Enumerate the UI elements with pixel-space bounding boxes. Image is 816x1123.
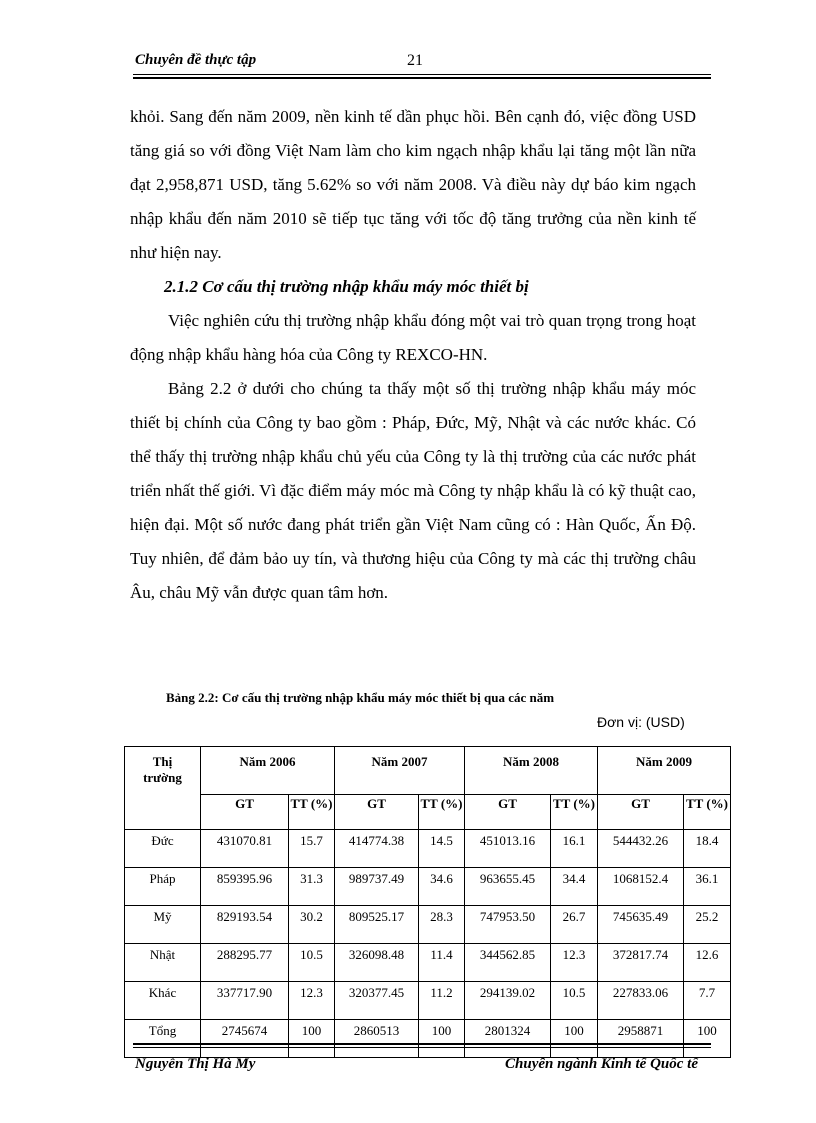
tt-cell: 100 (551, 1020, 598, 1058)
gt-cell: 431070.81 (201, 830, 289, 868)
tt-cell: 100 (419, 1020, 465, 1058)
year-header: Năm 2007 (335, 747, 465, 795)
market-cell: Khác (125, 982, 201, 1020)
page-header (135, 52, 710, 74)
gt-cell: 989737.49 (335, 868, 419, 906)
market-cell: Pháp (125, 868, 201, 906)
gt-cell: 829193.54 (201, 906, 289, 944)
gt-cell: 344562.85 (465, 944, 551, 982)
table-header-row (125, 747, 731, 795)
document-body (130, 100, 696, 610)
market-cell: Mỹ (125, 906, 201, 944)
gt-cell: 544432.26 (598, 830, 684, 868)
tt-cell: 15.7 (289, 830, 335, 868)
tt-cell: 100 (289, 1020, 335, 1058)
tt-cell: 10.5 (289, 944, 335, 982)
tt-cell: 31.3 (289, 868, 335, 906)
gt-cell: 2860513 (335, 1020, 419, 1058)
tt-cell: 7.7 (684, 982, 731, 1020)
gt-cell: 326098.48 (335, 944, 419, 982)
tt-cell: 11.4 (419, 944, 465, 982)
gt-header: GT (201, 795, 289, 830)
gt-cell: 288295.77 (201, 944, 289, 982)
tt-cell: 12.3 (289, 982, 335, 1020)
table-container (124, 746, 732, 1038)
gt-cell: 859395.96 (201, 868, 289, 906)
table-body (125, 830, 731, 1058)
tt-cell: 12.6 (684, 944, 731, 982)
year-header: Năm 2006 (201, 747, 335, 795)
header-rule-thick (133, 77, 711, 79)
market-cell: Nhật (125, 944, 201, 982)
gt-cell: 2801324 (465, 1020, 551, 1058)
footer-major: Chuyên ngành Kinh tế Quốc tế (505, 1056, 698, 1072)
table-subheader-row (125, 795, 731, 830)
gt-cell: 337717.90 (201, 982, 289, 1020)
footer-rule (133, 1047, 711, 1048)
tt-cell: 14.5 (419, 830, 465, 868)
gt-cell: 809525.17 (335, 906, 419, 944)
gt-cell: 747953.50 (465, 906, 551, 944)
table-row (125, 1020, 731, 1058)
tt-cell: 12.3 (551, 944, 598, 982)
market-header: Thị trường (125, 747, 201, 830)
tt-cell: 10.5 (551, 982, 598, 1020)
footer-rule-thick (133, 1043, 711, 1045)
table-caption: Bảng 2.2: Cơ cấu thị trường nhập khẩu máy móc thiết bị qua các năm (166, 690, 555, 705)
gt-header: GT (335, 795, 419, 830)
paragraph-3: Bảng 2.2 ở dưới cho chúng ta thấy một số thị trường nhập khẩu máy móc thiết bị chính của Công ty bao gồm : Pháp, Đức, Mỹ, Nhật và các nước khác. Có thể thấy thị trường nhập khẩu chủ yếu của Công ty là thị trường của các nước phát triển nhất thế giới. Vì đặc điểm máy móc mà Công ty nhập khẩu là có kỹ thuật cao, hiện đại. Một số nước đang phát triển gần Việt Nam cũng có : Hàn Quốc, Ấn Độ. Tuy nhiên, để đảm bảo uy tín, và thương hiệu của Công ty mà các thị trường châu Âu, châu Mỹ vẫn được quan tâm hơn. (130, 379, 696, 602)
gt-cell: 745635.49 (598, 906, 684, 944)
gt-cell: 1068152.4 (598, 868, 684, 906)
table-row (125, 868, 731, 906)
table-row (125, 830, 731, 868)
gt-cell: 294139.02 (465, 982, 551, 1020)
year-header: Năm 2008 (465, 747, 598, 795)
market-cell: Tổng (125, 1020, 201, 1058)
paragraph-1: khỏi. Sang đến năm 2009, nền kinh tế dần phục hồi. Bên cạnh đó, việc đồng USD tăng giá so với đồng Việt Nam làm cho kim ngạch nhập khẩu lại tăng một lần nữa đạt 2,958,871 USD, tăng 5.62% so với năm 2008. Và điều này dự báo kim ngạch nhập khẩu đến năm 2010 sẽ tiếp tục tăng với tốc độ tăng trưởng của nền kinh tế như hiện nay. (130, 107, 696, 262)
tt-header: TT (%) (551, 795, 598, 830)
tt-cell: 18.4 (684, 830, 731, 868)
tt-header: TT (%) (419, 795, 465, 830)
tt-cell: 30.2 (289, 906, 335, 944)
tt-cell: 34.4 (551, 868, 598, 906)
tt-cell: 28.3 (419, 906, 465, 944)
gt-cell: 2958871 (598, 1020, 684, 1058)
gt-cell: 414774.38 (335, 830, 419, 868)
tt-header: TT (%) (684, 795, 731, 830)
table-unit: Đơn vị: (USD) (597, 714, 685, 730)
table-row (125, 944, 731, 982)
year-header: Năm 2009 (598, 747, 731, 795)
gt-cell: 320377.45 (335, 982, 419, 1020)
gt-header: GT (465, 795, 551, 830)
section-heading: 2.1.2 Cơ cấu thị trường nhập khẩu máy móc thiết bị (164, 277, 529, 296)
tt-cell: 26.7 (551, 906, 598, 944)
gt-cell: 963655.45 (465, 868, 551, 906)
gt-cell: 451013.16 (465, 830, 551, 868)
tt-cell: 36.1 (684, 868, 731, 906)
gt-cell: 2745674 (201, 1020, 289, 1058)
market-structure-table (124, 746, 731, 1058)
paragraph-2: Việc nghiên cứu thị trường nhập khẩu đóng một vai trò quan trọng trong hoạt động nhập khẩu hàng hóa của Công ty REXCO-HN. (130, 311, 696, 364)
gt-header: GT (598, 795, 684, 830)
tt-header: TT (%) (289, 795, 335, 830)
gt-cell: 372817.74 (598, 944, 684, 982)
gt-cell: 227833.06 (598, 982, 684, 1020)
tt-cell: 34.6 (419, 868, 465, 906)
footer-author: Nguyễn Thị Hà My (135, 1056, 256, 1072)
tt-cell: 100 (684, 1020, 731, 1058)
market-cell: Đức (125, 830, 201, 868)
header-title: Chuyên đề thực tập (135, 52, 257, 68)
header-rule (133, 74, 711, 75)
tt-cell: 16.1 (551, 830, 598, 868)
table-row (125, 982, 731, 1020)
table-row (125, 906, 731, 944)
tt-cell: 25.2 (684, 906, 731, 944)
tt-cell: 11.2 (419, 982, 465, 1020)
page-number: 21 (407, 52, 423, 69)
